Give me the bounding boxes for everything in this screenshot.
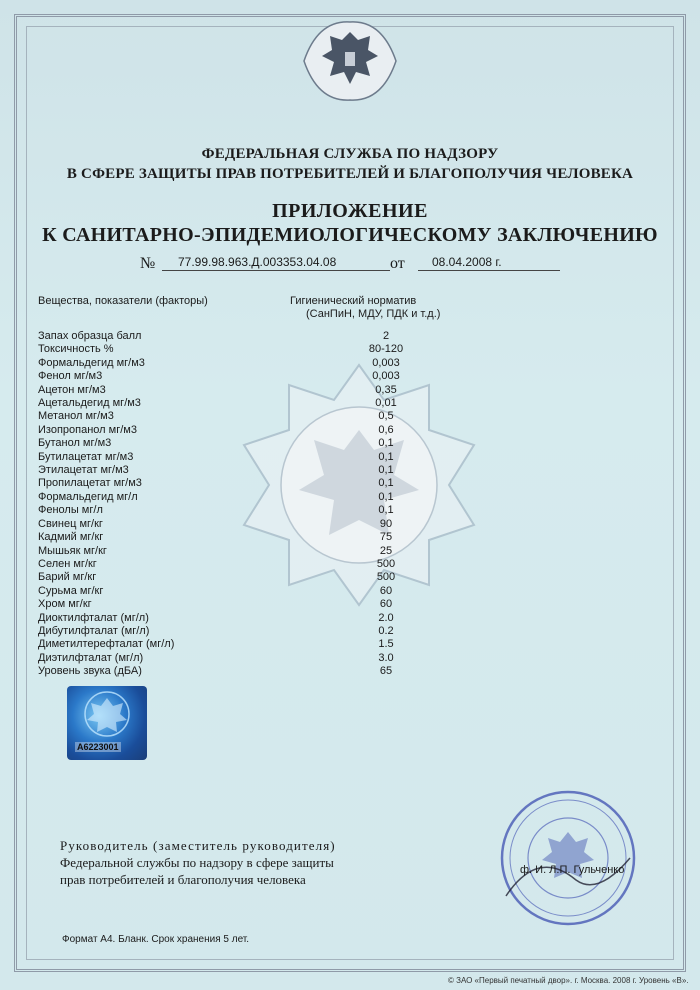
table-row xyxy=(38,531,416,544)
column-header-norm-sub: (СанПиН, МДУ, ПДК и т.д.) xyxy=(306,308,441,320)
substance-name: Свинец мг/кг xyxy=(38,517,103,530)
signatory-title-line-1: Руководитель (заместитель руководителя) xyxy=(60,838,336,853)
substance-name: Диметилтерефталат (мг/л) xyxy=(38,638,175,651)
date-label: от xyxy=(390,255,405,272)
substance-name: Бутанол мг/м3 xyxy=(38,437,112,450)
norm-value: 0,5 xyxy=(378,410,394,423)
substance-name: Фенол мг/м3 xyxy=(38,370,103,383)
table-row xyxy=(38,625,416,638)
table-row xyxy=(38,545,416,558)
document-title: ПРИЛОЖЕНИЕ xyxy=(272,200,428,222)
substance-name: Хром мг/кг xyxy=(38,598,92,611)
document-number: 77.99.98.963.Д.003353.04.08 xyxy=(178,255,337,269)
norm-value: 25 xyxy=(379,544,393,557)
norm-value: 65 xyxy=(379,665,393,678)
document-subtitle: К САНИТАРНО-ЭПИДЕМИОЛОГИЧЕСКОМУ ЗАКЛЮЧЕНИЮ xyxy=(42,224,658,246)
substance-name: Токсичность % xyxy=(38,343,114,356)
norm-value: 80-120 xyxy=(368,343,404,356)
table-row xyxy=(38,585,416,598)
norm-value: 2 xyxy=(382,330,390,342)
norm-value: 0,1 xyxy=(378,477,394,490)
signatory-title-line-3: прав потребителей и благополучия человека xyxy=(60,872,306,887)
substance-name: Дибутилфталат (мг/л) xyxy=(38,624,150,637)
document-date: 08.04.2008 г. xyxy=(432,255,502,269)
table-row xyxy=(38,558,416,571)
table-row xyxy=(38,357,416,370)
form-footer: Формат А4. Бланк. Срок хранения 5 лет. xyxy=(62,934,250,945)
substance-name: Запах образца балл xyxy=(38,330,142,342)
substance-name: Ацетальдегид мг/м3 xyxy=(38,397,141,410)
table-row xyxy=(38,464,416,477)
norm-value: 0,01 xyxy=(375,397,397,410)
agency-line-2: В СФЕРЕ ЗАЩИТЫ ПРАВ ПОТРЕБИТЕЛЕЙ И БЛАГОПОЛУЧИЯ ЧЕЛОВЕКА xyxy=(66,166,634,182)
agency-line-1: ФЕДЕРАЛЬНАЯ СЛУЖБА ПО НАДЗОРУ xyxy=(201,146,499,162)
substance-name: Селен мг/кг xyxy=(38,557,97,570)
norm-value: 0,1 xyxy=(378,464,394,477)
printer-copyright: © ЗАО «Первый печатный двор». г. Москва. 2008 г. Уровень «В». xyxy=(448,976,689,985)
official-stamp-icon xyxy=(498,788,638,928)
substance-name: Формальдегид мг/м3 xyxy=(38,356,145,369)
norm-value: 0,1 xyxy=(378,450,394,463)
norm-value: 0.2 xyxy=(378,624,394,637)
norm-value: 1.5 xyxy=(378,638,394,651)
table-row xyxy=(38,343,416,356)
number-underline xyxy=(162,270,390,271)
norm-value: 2.0 xyxy=(378,611,394,624)
table-row xyxy=(38,598,416,611)
norm-value: 0,35 xyxy=(375,383,397,396)
column-header-norm: Гигиенический норматив xyxy=(290,295,417,307)
substance-name: Формальдегид мг/л xyxy=(38,490,138,503)
substance-name: Кадмий мг/кг xyxy=(38,531,104,544)
substance-name: Изопропанол мг/м3 xyxy=(38,423,137,436)
table-row xyxy=(38,410,416,423)
substance-name: Фенолы мг/л xyxy=(38,504,103,517)
norm-value: 500 xyxy=(376,571,396,584)
signatory-name: ф. И. Л.П. Гульченко xyxy=(520,864,625,876)
table-row xyxy=(38,665,416,678)
norm-value: 90 xyxy=(379,517,393,530)
substance-name: Этилацетат мг/м3 xyxy=(38,464,129,477)
substance-name: Мышьяк мг/кг xyxy=(38,544,107,557)
table-row xyxy=(38,491,416,504)
substance-name: Бутилацетат мг/м3 xyxy=(38,450,134,463)
table-row xyxy=(38,638,416,651)
state-emblem-icon xyxy=(298,18,402,104)
table-row xyxy=(38,652,416,665)
substance-name: Диэтилфталат (мг/л) xyxy=(38,651,144,664)
table-row xyxy=(38,424,416,437)
hologram-emblem-icon xyxy=(67,686,147,746)
table-row xyxy=(38,612,416,625)
table-row xyxy=(38,384,416,397)
substance-name: Пропилацетат мг/м3 xyxy=(38,477,142,490)
table-row xyxy=(38,397,416,410)
substance-name: Метанол мг/м3 xyxy=(38,410,114,423)
norm-value: 0,1 xyxy=(378,504,394,517)
hologram-number: А6223001 xyxy=(77,742,119,752)
norm-value: 500 xyxy=(376,557,396,570)
substance-name: Диоктилфталат (мг/л) xyxy=(38,611,149,624)
number-label: № xyxy=(140,255,156,272)
norms-table xyxy=(38,330,416,679)
substance-name: Уровень звука (дБА) xyxy=(38,665,142,678)
date-underline xyxy=(418,270,560,271)
table-row xyxy=(38,504,416,517)
table-row xyxy=(38,477,416,490)
norm-value: 3.0 xyxy=(378,651,394,664)
table-row xyxy=(38,571,416,584)
norm-value: 0,1 xyxy=(378,490,394,503)
norm-value: 0,6 xyxy=(378,423,394,436)
substance-name: Барий мг/кг xyxy=(38,571,97,584)
column-header-substances: Вещества, показатели (факторы) xyxy=(38,295,208,307)
document-number-row xyxy=(140,255,580,275)
substance-name: Ацетон мг/м3 xyxy=(38,383,106,396)
table-row xyxy=(38,437,416,450)
table-row xyxy=(38,518,416,531)
norm-value: 75 xyxy=(379,531,393,544)
hologram-sticker xyxy=(67,686,147,760)
signatory-title-line-2: Федеральной службы по надзору в сфере защиты xyxy=(60,855,334,870)
norm-value: 60 xyxy=(379,598,393,611)
table-row xyxy=(38,451,416,464)
norm-value: 0,003 xyxy=(372,370,400,383)
norm-value: 0,003 xyxy=(372,356,400,369)
norm-value: 60 xyxy=(379,584,393,597)
table-row xyxy=(38,370,416,383)
table-row xyxy=(38,330,416,343)
substance-name: Сурьма мг/кг xyxy=(38,584,104,597)
norm-value: 0,1 xyxy=(378,437,394,450)
